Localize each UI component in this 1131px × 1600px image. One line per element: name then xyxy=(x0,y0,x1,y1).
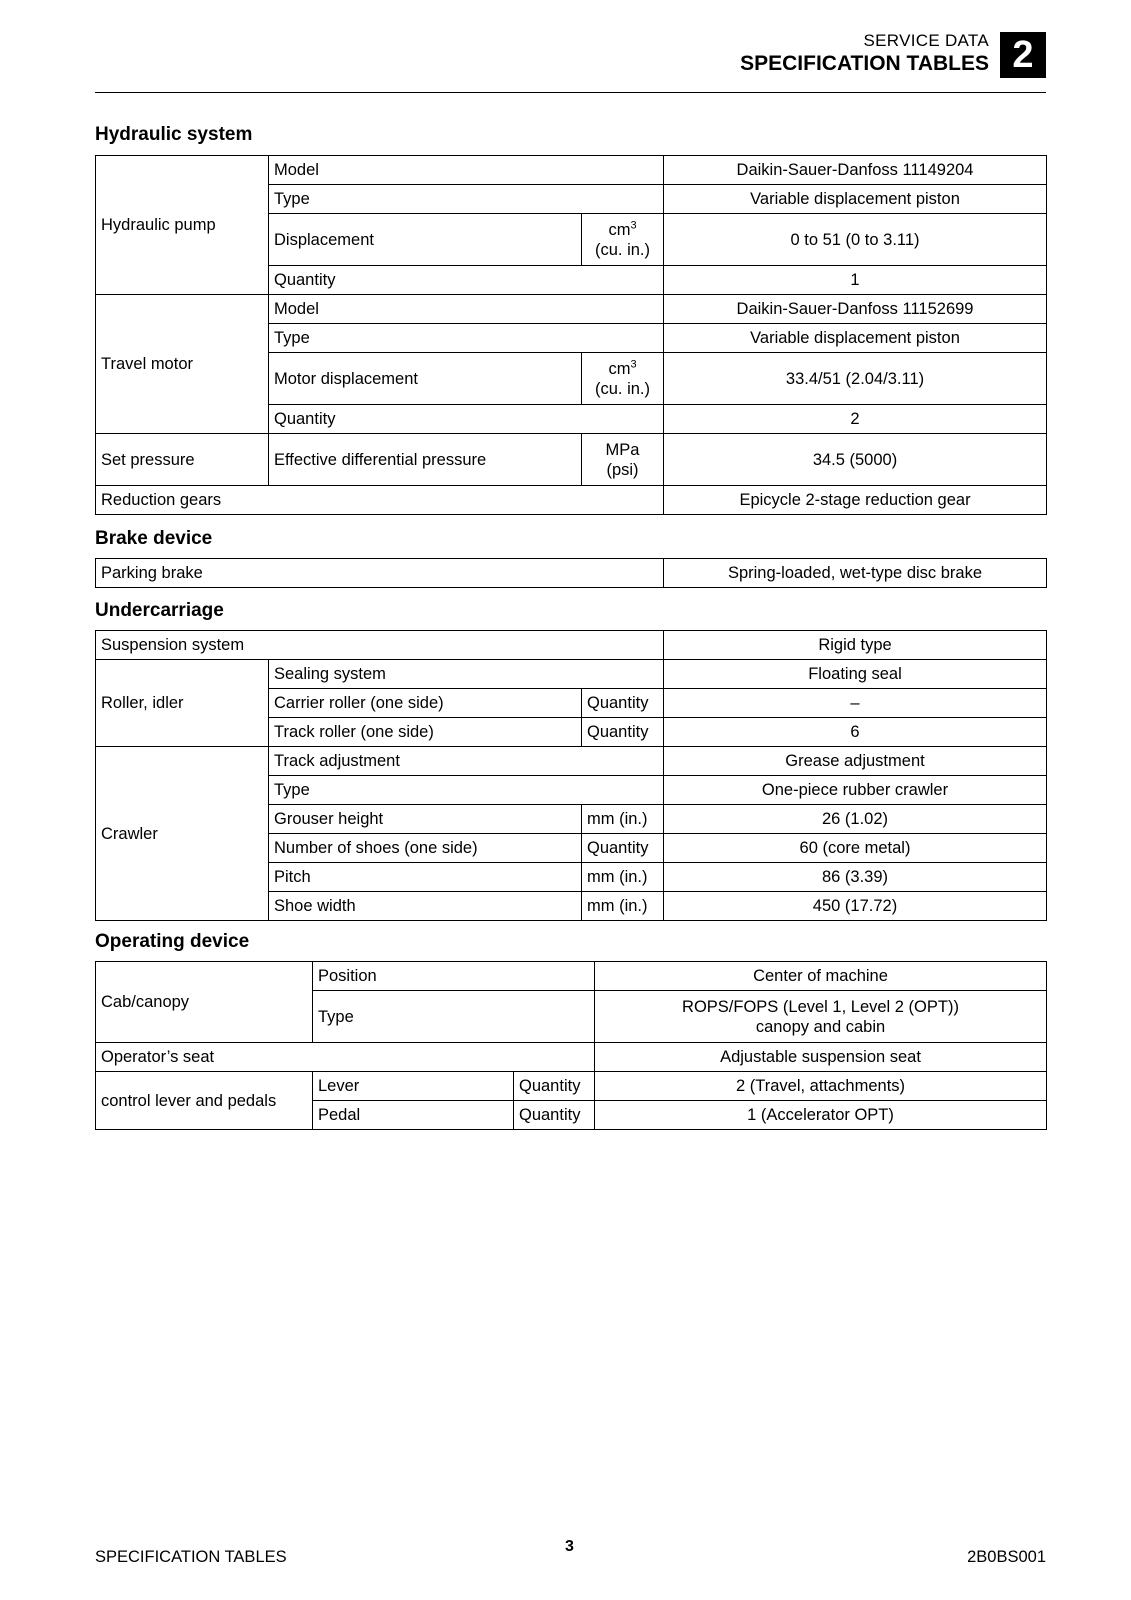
item-label: Displacement xyxy=(269,214,582,266)
item-label: Type xyxy=(269,324,664,353)
item-value: 0 to 51 (0 to 3.11) xyxy=(664,214,1047,266)
operating-heading: Operating device xyxy=(95,931,250,952)
unit-cell xyxy=(582,434,664,486)
unit-cell: Quantity xyxy=(582,689,664,718)
unit-cell: mm (in.) xyxy=(582,805,664,834)
table-row xyxy=(96,486,1047,515)
item-label: Position xyxy=(313,962,595,991)
item-label: Motor displacement xyxy=(269,353,582,405)
value-line: canopy and cabin xyxy=(755,1017,886,1036)
table-row xyxy=(96,295,1047,324)
unit-cell: mm (in.) xyxy=(582,863,664,892)
table-row xyxy=(96,962,1047,991)
item-value: Variable displacement piston xyxy=(664,324,1047,353)
chapter-badge: 2 xyxy=(1000,32,1046,78)
table-row xyxy=(96,631,1047,660)
item-label: Pitch xyxy=(269,863,582,892)
row-label: Roller, idler xyxy=(96,660,269,747)
table-row xyxy=(96,1043,1047,1072)
item-label: Quantity xyxy=(269,266,664,295)
unit-exponent: 3 xyxy=(630,219,637,231)
unit-cell xyxy=(582,214,664,266)
row-label: Set pressure xyxy=(96,434,269,486)
item-label: Track roller (one side) xyxy=(269,718,582,747)
page-title: SPECIFICATION TABLES xyxy=(740,52,989,75)
unit-cell xyxy=(582,353,664,405)
item-label: Quantity xyxy=(269,405,664,434)
section-label: SERVICE DATA xyxy=(863,31,989,50)
item-value: 1 xyxy=(664,266,1047,295)
hydraulic-table xyxy=(95,155,1047,515)
item-value: 86 (3.39) xyxy=(664,863,1047,892)
item-value: Rigid type xyxy=(664,631,1047,660)
unit-base: cm xyxy=(608,359,631,378)
item-value: Variable displacement piston xyxy=(664,185,1047,214)
table-row xyxy=(96,1072,1047,1101)
item-value: 26 (1.02) xyxy=(664,805,1047,834)
row-label: Operator’s seat xyxy=(96,1043,595,1072)
item-value: 2 (Travel, attachments) xyxy=(595,1072,1047,1101)
table-row xyxy=(96,434,1047,486)
item-label: Grouser height xyxy=(269,805,582,834)
undercarriage-table xyxy=(95,630,1047,921)
item-label: Lever xyxy=(313,1072,514,1101)
hydraulic-heading: Hydraulic system xyxy=(95,124,253,145)
item-value: Spring-loaded, wet-type disc brake xyxy=(664,559,1047,588)
footer-title: SPECIFICATION TABLES xyxy=(95,1548,287,1566)
item-label: Model xyxy=(269,295,664,324)
item-value: Daikin-Sauer-Danfoss 11152699 xyxy=(664,295,1047,324)
item-value: 34.5 (5000) xyxy=(664,434,1047,486)
item-label: Number of shoes (one side) xyxy=(269,834,582,863)
unit-alt: (psi) xyxy=(606,460,639,479)
row-label: Crawler xyxy=(96,747,269,921)
unit-cell: Quantity xyxy=(514,1072,595,1101)
document-code: 2B0BS001 xyxy=(967,1548,1046,1566)
brake-heading: Brake device xyxy=(95,528,213,549)
undercarriage-heading: Undercarriage xyxy=(95,600,224,621)
row-label: control lever and pedals xyxy=(96,1072,313,1130)
unit-base: MPa xyxy=(605,440,640,459)
row-label: Reduction gears xyxy=(96,486,664,515)
item-label: Type xyxy=(269,185,664,214)
unit-cell: Quantity xyxy=(514,1101,595,1130)
item-value: – xyxy=(664,689,1047,718)
item-value: Center of machine xyxy=(595,962,1047,991)
table-row xyxy=(96,660,1047,689)
item-value: 2 xyxy=(664,405,1047,434)
item-value: Grease adjustment xyxy=(664,747,1047,776)
row-label: Hydraulic pump xyxy=(96,156,269,295)
row-label: Parking brake xyxy=(96,559,664,588)
item-value: Floating seal xyxy=(664,660,1047,689)
table-row xyxy=(96,559,1047,588)
item-value: 33.4/51 (2.04/3.11) xyxy=(664,353,1047,405)
unit-cell: mm (in.) xyxy=(582,892,664,921)
unit-base: cm xyxy=(608,220,631,239)
item-value: Adjustable suspension seat xyxy=(595,1043,1047,1072)
item-label: Carrier roller (one side) xyxy=(269,689,582,718)
unit-alt: (cu. in.) xyxy=(595,379,651,398)
item-value: 6 xyxy=(664,718,1047,747)
item-value: 60 (core metal) xyxy=(664,834,1047,863)
item-label: Shoe width xyxy=(269,892,582,921)
unit-exponent: 3 xyxy=(630,358,637,370)
item-label: Type xyxy=(313,991,595,1043)
table-row xyxy=(96,747,1047,776)
value-line: ROPS/FOPS (Level 1, Level 2 (OPT)) xyxy=(682,997,959,1016)
row-label: Suspension system xyxy=(96,631,664,660)
item-label: Sealing system xyxy=(269,660,664,689)
unit-cell: Quantity xyxy=(582,834,664,863)
item-label: Model xyxy=(269,156,664,185)
item-value: 1 (Accelerator OPT) xyxy=(595,1101,1047,1130)
item-value: Epicycle 2-stage reduction gear xyxy=(664,486,1047,515)
item-value xyxy=(595,991,1047,1043)
unit-cell: Quantity xyxy=(582,718,664,747)
item-value: One-piece rubber crawler xyxy=(664,776,1047,805)
page-number: 3 xyxy=(565,1538,574,1555)
item-label: Pedal xyxy=(313,1101,514,1130)
row-label: Travel motor xyxy=(96,295,269,434)
item-label: Type xyxy=(269,776,664,805)
unit-alt: (cu. in.) xyxy=(595,240,651,259)
table-row xyxy=(96,156,1047,185)
operating-table xyxy=(95,961,1047,1130)
page-header xyxy=(95,30,1046,93)
row-label: Cab/canopy xyxy=(96,962,313,1043)
item-label: Effective differential pressure xyxy=(269,434,582,486)
item-value: Daikin-Sauer-Danfoss 11149204 xyxy=(664,156,1047,185)
item-value: 450 (17.72) xyxy=(664,892,1047,921)
item-label: Track adjustment xyxy=(269,747,664,776)
brake-table xyxy=(95,558,1047,588)
